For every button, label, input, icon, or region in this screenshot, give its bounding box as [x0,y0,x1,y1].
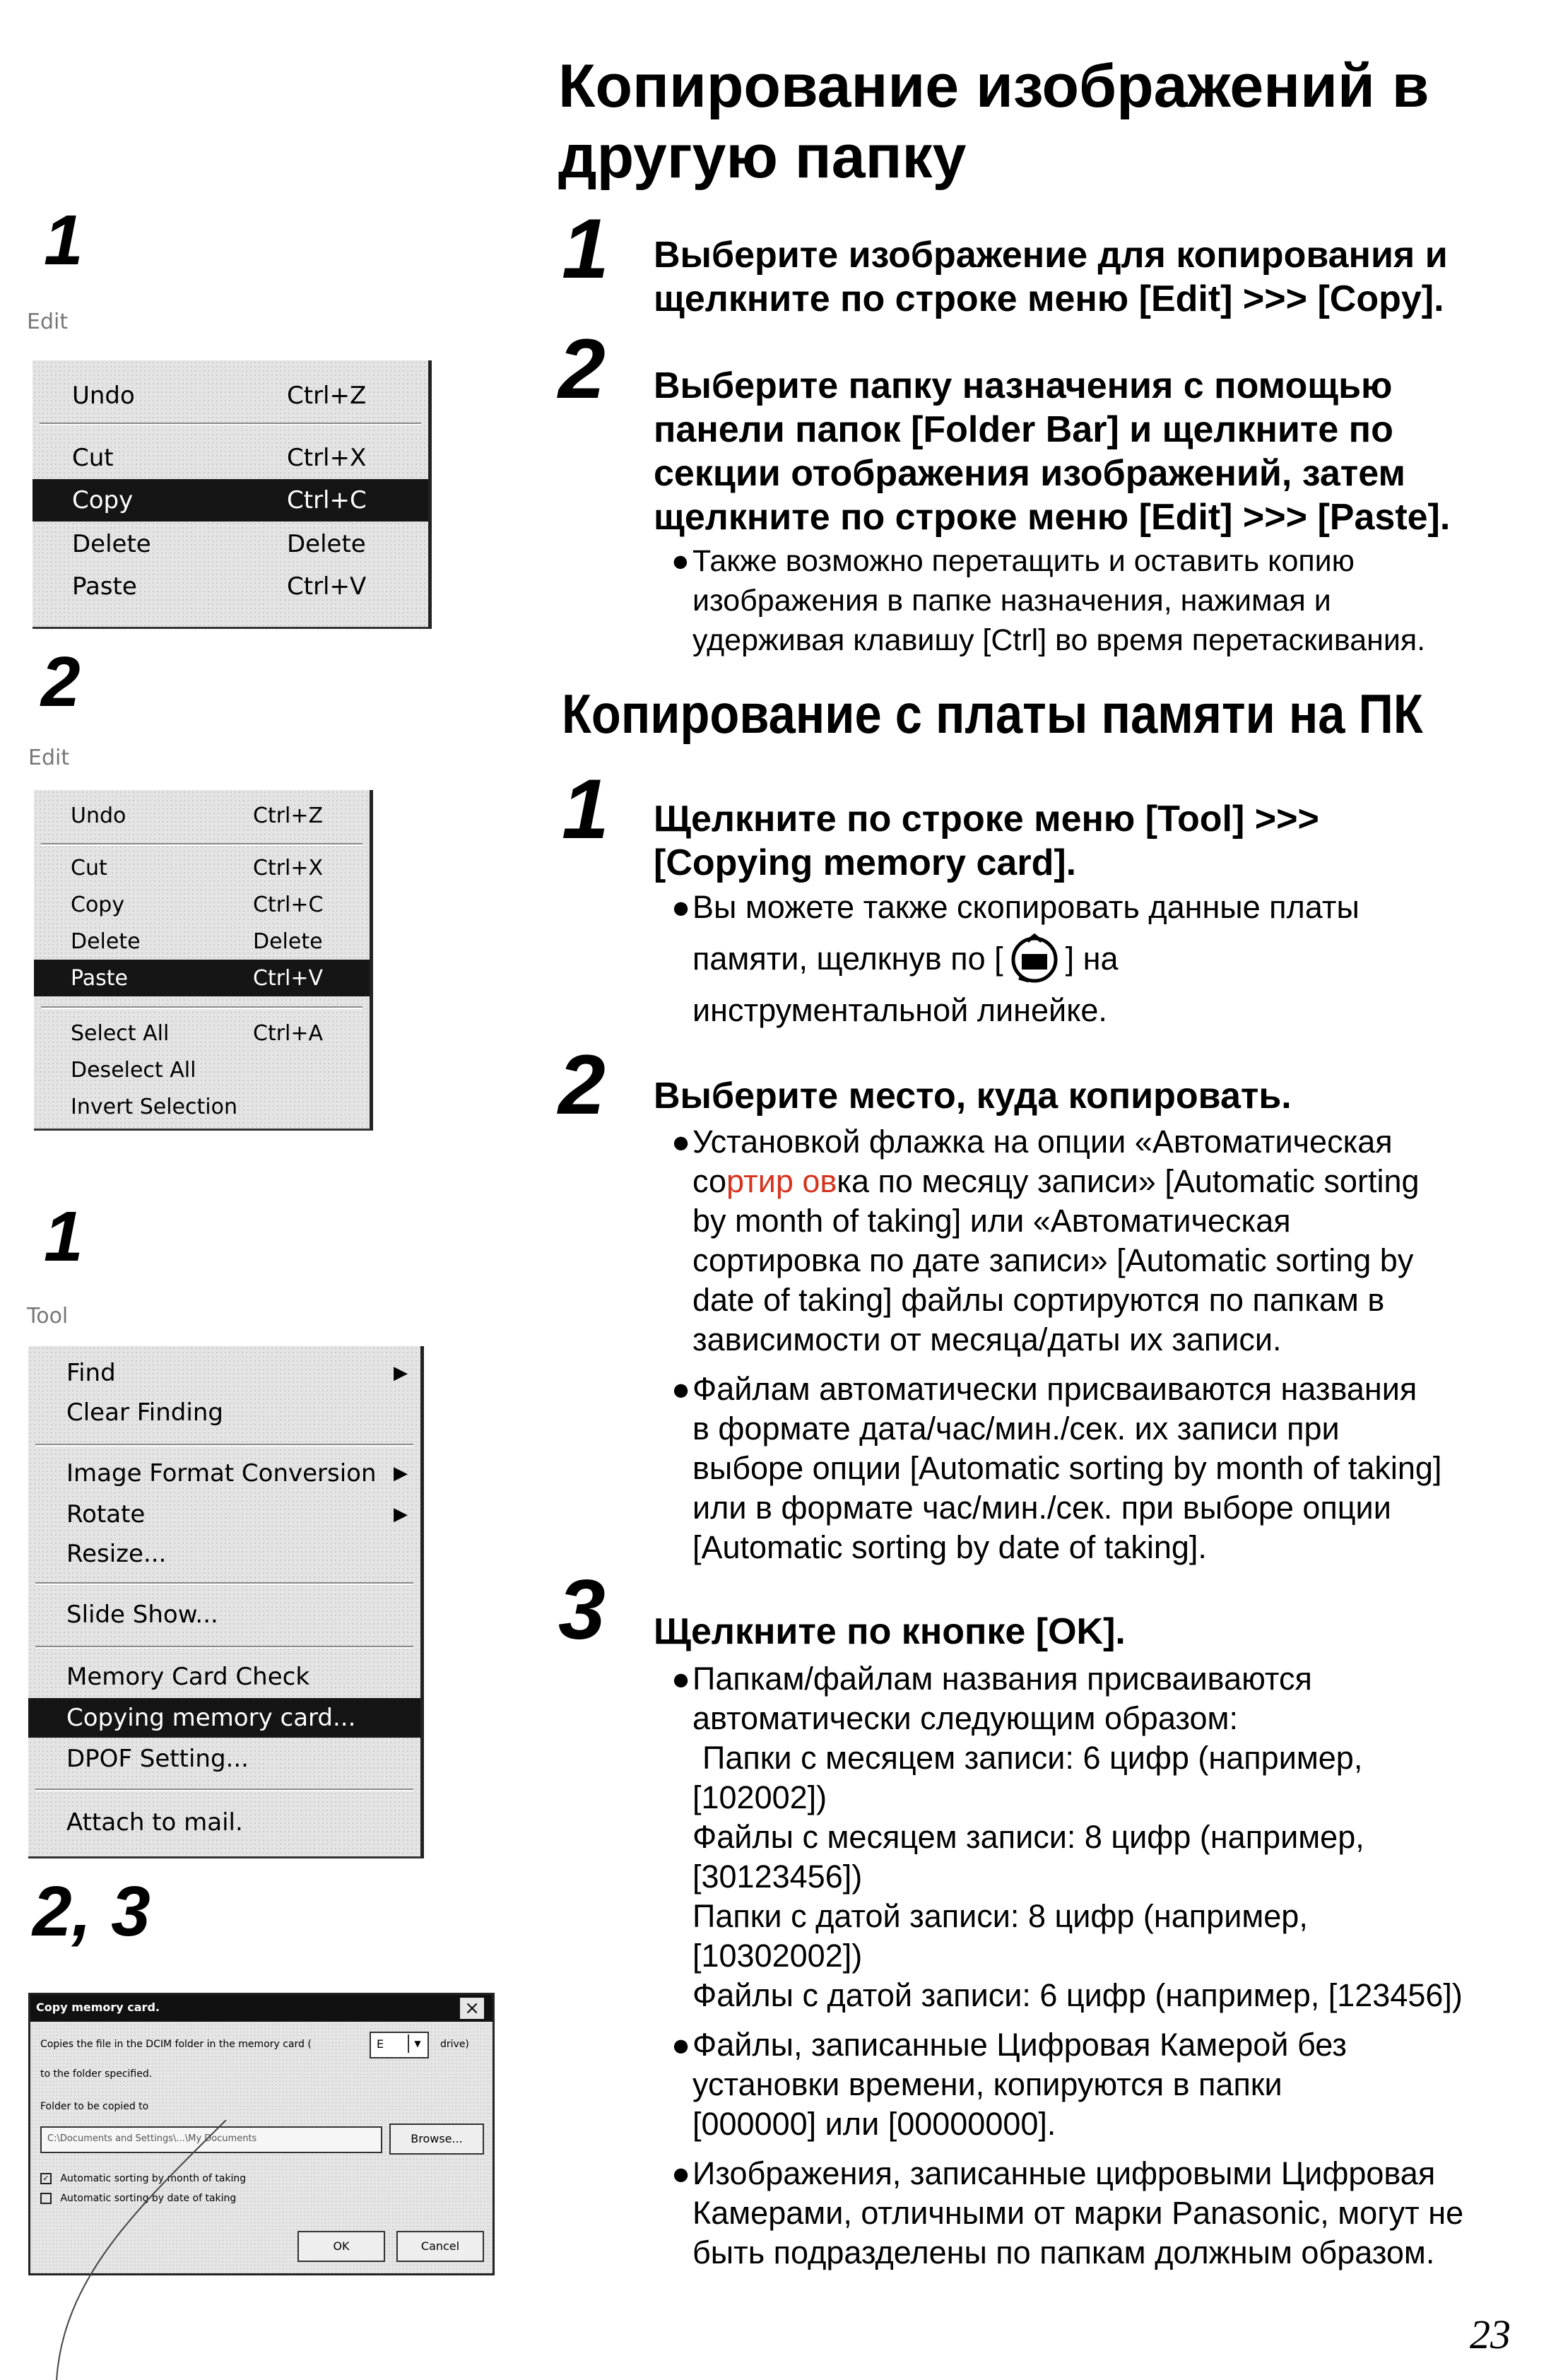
watermark-text: ртир ов [726,1163,837,1199]
menu-item-image-format-conversion[interactable]: Image Format Conversion ▶ [66,1459,408,1488]
menu-item-dpof-setting[interactable]: DPOF Setting... [66,1745,249,1773]
folder-path-field[interactable]: C:\Documents and Settings\...\My Documents [40,2126,382,2153]
dialog-title: Copy memory card. [36,2001,160,2014]
menu-item-copying-memory-card[interactable]: Copying memory card... [28,1698,420,1738]
menu-item-invert-selection[interactable]: Invert Selection [71,1094,237,1119]
step-number-2b: 2 [558,1037,606,1132]
section-title-copy-from-card: Копирование с платы памяти на ПК [562,683,1423,745]
menu-item-copy[interactable]: Copy Ctrl+C [71,892,324,917]
bullet-folder-names: ● Папкам/файлам названия присваиваются автоматически следующим образом: Папки с месяцем записи: 6 цифр (например, [102002]) Файлы с месяцем записи: 8 цифр (например, [30123456]) Папки с датой записи: 8 цифр (например, [10302002]) Файлы с датой записи: 6 цифр (например, [123456]) [671,1661,1463,2013]
menu-item-paste[interactable]: Paste Ctrl+V [72,572,367,601]
tool-menu [28,1346,424,1858]
drive-suffix: drive) [440,2039,469,2050]
bullet-other-cameras: ● Изображения, записанные цифровыми Цифровая Камерами, отличными от марки Panasonic, могут не быть подразделены по папкам должным образом. [671,2155,1464,2270]
bullet-no-time-set: ● Файлы, записанные Цифровая Камерой без установки времени, копируются в папки [000000] или [00000000]. [671,2027,1347,2142]
memory-card-copy-icon [1006,933,1063,989]
edit-menu-copy [33,360,432,629]
step3-text: Щелкните по кнопке [OK]. [654,1611,1126,1652]
menu-item-undo[interactable]: Undo Ctrl+Z [72,382,367,410]
step-label-23: 2, 3 [33,1872,151,1951]
menu-item-select-all[interactable]: Select All Ctrl+A [71,1020,324,1046]
menu-item-deselect-all[interactable]: Deselect All [71,1057,196,1083]
menu-title-edit-2: Edit [28,746,70,770]
step-number-2: 2 [558,322,606,416]
step-label-2: 2 [41,642,81,721]
submenu-arrow-icon: ▶ [394,1504,408,1525]
menu-title-tool: Tool [27,1304,69,1329]
menu-item-slide-show[interactable]: Slide Show... [66,1601,218,1629]
step1b-text: Щелкните по строке меню [Tool] >>> [Copying memory card]. [654,799,1319,883]
dropdown-arrow-icon: ▼ [408,2034,426,2053]
option-sort-by-date[interactable]: Automatic sorting by date of taking [40,2193,236,2204]
page-number: 23 [1470,2311,1511,2357]
menu-item-find[interactable]: Find ▶ [66,1359,408,1387]
step-label-1: 1 [44,201,83,280]
step-number-3: 3 [558,1562,606,1657]
bullet-auto-sorting: ● Установкой флажка на опции «Автоматическая сортир овка по месяцу записи» [Automatic sorting by month of taking] или «Автоматическая сортировка по дате записи» [Automatic sorting by date of taking] файлы сортируются по папкам в зависимости от месяца/даты их записи. [671,1124,1420,1357]
menu-item-memory-card-check[interactable]: Memory Card Check [66,1663,310,1691]
menu-item-cut[interactable]: Cut Ctrl+X [72,444,367,472]
submenu-arrow-icon: ▶ [394,1463,408,1484]
menu-item-delete[interactable]: Delete Delete [72,530,366,558]
menu-item-attach-to-mail[interactable]: Attach to mail. [66,1808,243,1837]
menu-item-delete[interactable]: Delete Delete [71,929,323,954]
dialog-title-bar [30,1995,493,2022]
bullet-toolbar-copy: ● Вы можете также скопировать данные платы памяти, щелкнув по [ ] на инструментальной линейке. [671,889,1360,1028]
folder-label: Folder to be copied to [40,2101,149,2112]
close-icon[interactable]: × [460,1998,484,2019]
option-sort-by-month[interactable]: ✓ Automatic sorting by month of taking [40,2173,246,2184]
step2b-text: Выберите место, куда копировать. [654,1076,1292,1117]
menu-item-cut[interactable]: Cut Ctrl+X [71,855,324,880]
menu-item-resize[interactable]: Resize... [66,1540,167,1568]
bullet-drag-copy: ● Также возможно перетащить и оставить копию изображения в папке назначения, нажимая и удерживая клавишу [Ctrl] во время перетаскивания. [671,544,1426,657]
bullet-file-naming: ● Файлам автоматически присваиваются названия в формате дата/час/мин./сек. их записи при выборе опции [Automatic sorting by month of taking] или в формате час/мин./сек. при выборе опции [Automatic sorting by date of taking]. [671,1371,1442,1565]
menu-item-rotate[interactable]: Rotate ▶ [66,1500,408,1528]
pointer-line [0,2120,283,2380]
menu-title-edit: Edit [27,310,69,334]
step-number-1b: 1 [562,762,609,856]
dialog-description-2: to the folder specified. [40,2068,153,2080]
menu-item-clear-finding[interactable]: Clear Finding [66,1398,223,1427]
menu-item-undo[interactable]: Undo Ctrl+Z [71,803,324,828]
menu-item-paste[interactable]: Paste Ctrl+V [34,960,370,996]
ok-button[interactable]: OK [297,2231,385,2262]
step2-text: Выберите папку назначения с помощью панели папок [Folder Bar] и щелкните по секции отображения изображений, затем щелкните по строке меню [Edit] >>> [Paste]. [654,365,1451,538]
drive-select[interactable]: E ▼ [370,2032,429,2058]
step-label-3: 1 [44,1197,83,1276]
dialog-description: Copies the file in the DCIM folder in the memory card ( [40,2039,312,2050]
section-title-copy-images: Копирование изображений в другую папку [558,52,1429,191]
cancel-button[interactable]: Cancel [396,2231,484,2262]
step-number-1: 1 [562,201,609,296]
browse-button[interactable]: Browse... [389,2123,484,2155]
menu-item-copy[interactable]: Copy Ctrl+C [33,479,428,522]
submenu-arrow-icon: ▶ [394,1362,408,1384]
edit-menu-paste [34,790,373,1131]
checkbox-checked-icon[interactable]: ✓ [40,2173,52,2184]
step1-text: Выберите изображение для копирования и щелкните по строке меню [Edit] >>> [Copy]. [654,235,1448,319]
